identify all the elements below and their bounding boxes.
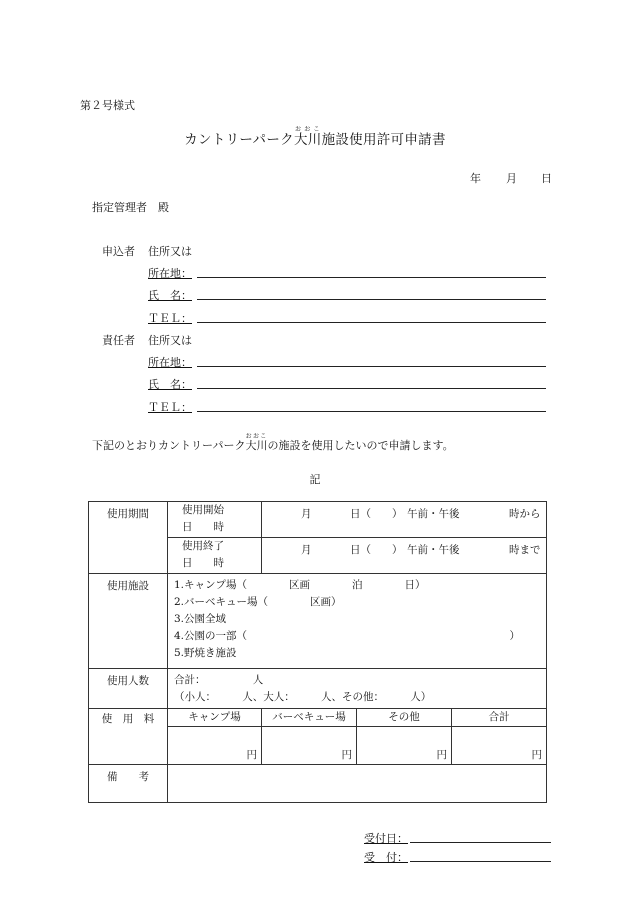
responsible-name-field[interactable] bbox=[197, 388, 546, 389]
title-kanji: 大川 bbox=[293, 132, 322, 148]
fee-label: 使 用 料 bbox=[89, 709, 168, 765]
ki-heading: 記 bbox=[309, 473, 321, 486]
date-month: 月 bbox=[506, 172, 517, 185]
applicant-tel-label: ＴＥＬ： bbox=[148, 312, 192, 325]
fee-col-other: その他 bbox=[357, 709, 452, 727]
fee-other-yen: 円 bbox=[436, 749, 447, 761]
intro-prefix: 下記のとおりカントリーパーク bbox=[92, 439, 246, 452]
start-label-line2: 日 時 bbox=[182, 521, 224, 533]
end-day: 日（ ） bbox=[350, 544, 403, 556]
document-title bbox=[0, 126, 630, 148]
date-day: 日 bbox=[541, 172, 552, 185]
receipt-field[interactable] bbox=[410, 861, 551, 862]
facility-option-whole-park[interactable]: 3.公園全域 bbox=[174, 613, 227, 625]
applicant-name-field[interactable] bbox=[197, 299, 546, 300]
end-until: 時まで bbox=[509, 544, 541, 556]
receipt-date-label: 受付日： bbox=[364, 832, 408, 845]
start-day: 日（ ） bbox=[350, 508, 403, 520]
start-datetime-field[interactable] bbox=[262, 502, 547, 538]
fee-camp-field[interactable] bbox=[168, 727, 262, 765]
responsible-tel-field[interactable] bbox=[197, 411, 546, 412]
end-ampm: 午前・午後 bbox=[407, 544, 460, 556]
responsible-address-heading: 住所又は bbox=[148, 334, 192, 347]
remarks-field[interactable] bbox=[168, 765, 547, 803]
start-label-line1: 使用開始 bbox=[182, 504, 224, 516]
fee-total-field[interactable] bbox=[452, 727, 547, 765]
title-prefix: カントリーパーク bbox=[184, 132, 294, 148]
people-field[interactable] bbox=[168, 669, 547, 709]
responsible-name-label: 氏 名： bbox=[148, 378, 192, 391]
applicant-location-label: 所在地： bbox=[148, 267, 192, 280]
people-breakdown: （小人： 人、大人： 人、その他： 人） bbox=[174, 691, 432, 703]
date-year: 年 bbox=[470, 172, 481, 185]
responsible-location-field[interactable] bbox=[197, 366, 546, 367]
people-total: 合計： 人 bbox=[174, 674, 264, 686]
application-table bbox=[88, 501, 547, 803]
start-ampm: 午前・午後 bbox=[407, 508, 460, 520]
start-from: 時から bbox=[509, 508, 541, 520]
applicant-address-heading: 住所又は bbox=[148, 245, 192, 258]
facility-option-camp[interactable]: 1.キャンプ場（ 区画 泊 日） bbox=[174, 579, 426, 591]
applicant-role: 申込者 bbox=[102, 245, 135, 258]
facility-options[interactable] bbox=[168, 574, 547, 669]
addressee: 指定管理者 殿 bbox=[92, 201, 169, 214]
end-label-line1: 使用終了 bbox=[182, 540, 224, 552]
start-month: 月 bbox=[301, 508, 312, 520]
fee-bbq-field[interactable] bbox=[262, 727, 357, 765]
title-ruby bbox=[293, 126, 322, 148]
facility-option-part-park[interactable]: 4.公園の一部（ ） bbox=[174, 630, 521, 642]
fee-col-bbq: バーベキュー場 bbox=[262, 709, 357, 727]
receipt-label: 受 付： bbox=[364, 851, 408, 864]
fee-col-total: 合計 bbox=[452, 709, 547, 727]
end-label-line2: 日 時 bbox=[182, 557, 224, 569]
facility-option-bbq[interactable]: 2.バーベキュー場（ 区画） bbox=[174, 596, 342, 608]
end-label-cell bbox=[168, 538, 262, 574]
start-label-cell bbox=[168, 502, 262, 538]
form-number: 第２号様式 bbox=[80, 99, 135, 112]
applicant-location-field[interactable] bbox=[197, 277, 546, 278]
intro-furigana: おおこ bbox=[245, 433, 268, 440]
fee-bbq-yen: 円 bbox=[341, 749, 352, 761]
people-label: 使用人数 bbox=[89, 669, 168, 709]
applicant-name-label: 氏 名： bbox=[148, 289, 192, 302]
intro-kanji: 大川 bbox=[245, 439, 268, 452]
end-month: 月 bbox=[301, 544, 312, 556]
fee-total-yen: 円 bbox=[531, 749, 543, 761]
intro-ruby bbox=[245, 433, 268, 452]
title-furigana: おおこ bbox=[293, 126, 322, 133]
intro-suffix: の施設を使用したいので申請します。 bbox=[267, 439, 454, 452]
intro-statement bbox=[92, 433, 454, 453]
facility-label: 使用施設 bbox=[89, 574, 168, 669]
responsible-role: 責任者 bbox=[102, 334, 135, 347]
responsible-location-label: 所在地： bbox=[148, 356, 192, 369]
receipt-date-field[interactable] bbox=[410, 842, 551, 843]
period-label: 使用期間 bbox=[89, 502, 168, 574]
title-suffix: 施設使用許可申請書 bbox=[321, 132, 446, 148]
fee-other-field[interactable] bbox=[357, 727, 452, 765]
applicant-tel-field[interactable] bbox=[197, 322, 546, 323]
remarks-label: 備 考 bbox=[89, 765, 168, 803]
fee-camp-yen: 円 bbox=[246, 749, 257, 761]
facility-option-burning[interactable]: 5.野焼き施設 bbox=[174, 647, 237, 659]
end-datetime-field[interactable] bbox=[262, 538, 547, 574]
responsible-tel-label: ＴＥＬ： bbox=[148, 401, 192, 414]
fee-col-camp: キャンプ場 bbox=[168, 709, 262, 727]
